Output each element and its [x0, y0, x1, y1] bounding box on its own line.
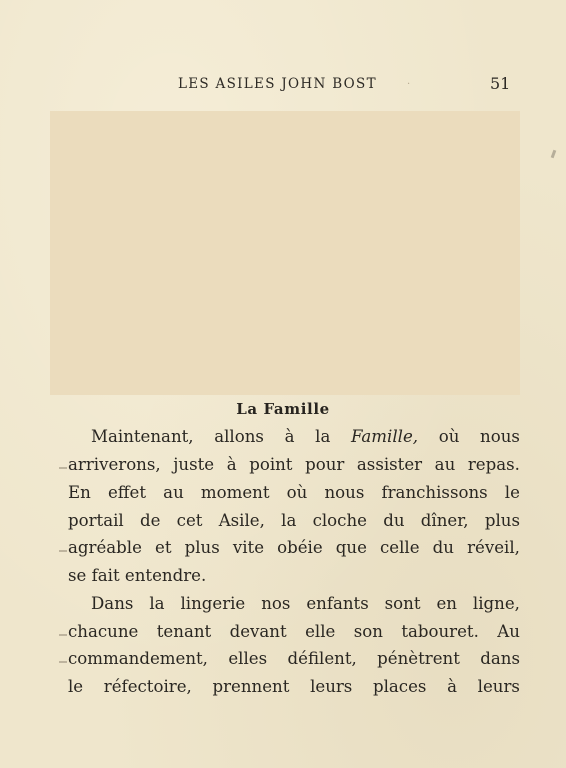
- section-title: La Famille: [236, 400, 330, 418]
- margin-mark: [59, 634, 67, 636]
- header-separator: ·: [407, 79, 411, 90]
- text-line: Dans la lingerie nos enfants sont en ligne,: [91, 594, 520, 613]
- photo-plate: [50, 111, 520, 395]
- running-head: LES ASILES JOHN BOST: [178, 76, 377, 92]
- text-line: le réfectoire, prennent leurs places à leurs: [68, 677, 520, 696]
- text-line: arriverons, juste à point pour assister au repas.: [68, 455, 520, 474]
- margin-mark: [59, 467, 67, 469]
- text-line: se fait entendre.: [68, 566, 207, 585]
- margin-mark: [59, 661, 67, 663]
- page-number: 51: [490, 74, 511, 93]
- text-line: agréable et plus vite obéie que celle du réveil,: [68, 538, 520, 557]
- text-line: commandement, elles défilent, pénètrent dans: [68, 649, 520, 668]
- text-line: En effet au moment où nous franchissons le: [68, 483, 520, 502]
- text-line: portail de cet Asile, la cloche du dîner, plus: [68, 511, 520, 530]
- text-line: chacune tenant devant elle son tabouret. Au: [68, 622, 520, 641]
- margin-mark: [59, 550, 67, 552]
- text-line: Maintenant, allons à la Famille, où nous: [91, 427, 520, 446]
- page-blemish: [551, 150, 557, 159]
